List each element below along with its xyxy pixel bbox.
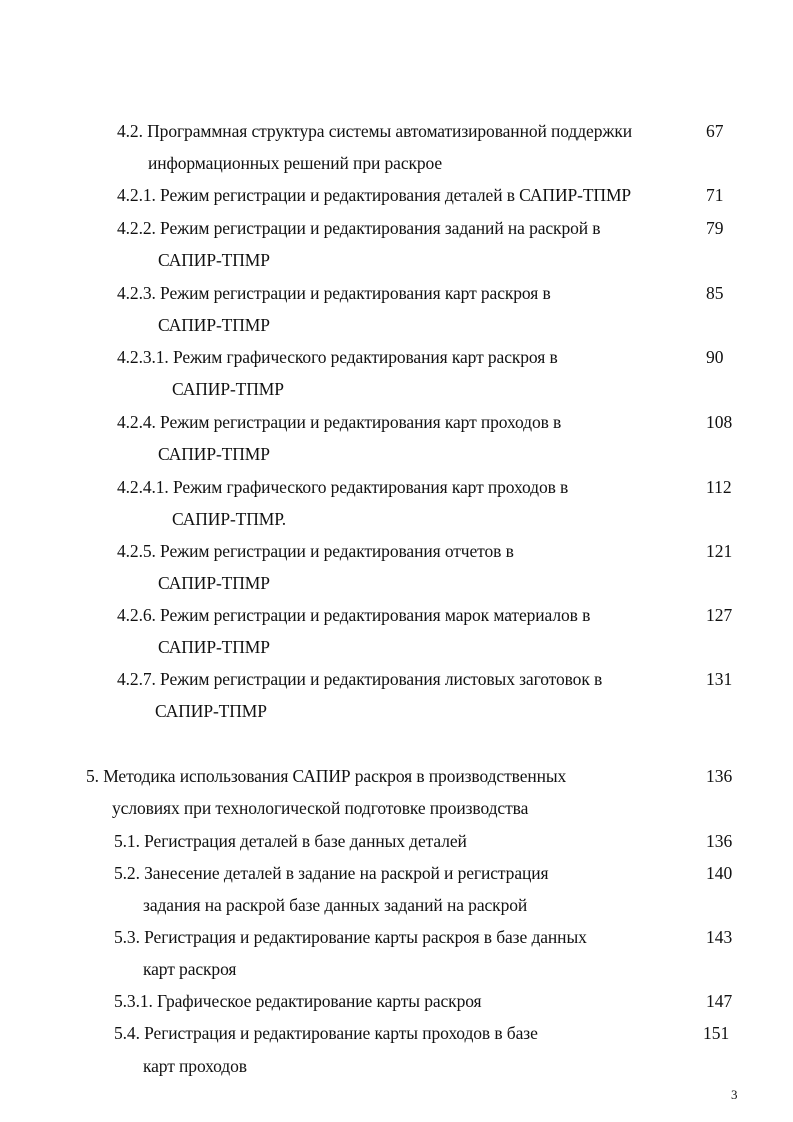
toc-entry-4-2-5-line-2: САПИР-ТПМР bbox=[158, 573, 270, 593]
toc-entry-4-2-line-1: 4.2. Программная структура системы автоматизированной поддержки bbox=[117, 121, 633, 141]
toc-page-number: 121 bbox=[706, 541, 733, 561]
toc-entry-5-3-line-2: карт раскроя bbox=[143, 959, 237, 979]
toc-page-number: 140 bbox=[706, 863, 733, 883]
toc-entry-5-1-line-1: 5.1. Регистрация деталей в базе данных деталей bbox=[114, 831, 467, 851]
toc-page-number: 90 bbox=[706, 347, 724, 367]
toc-entry-5-2-line-2: задания на раскрой базе данных заданий на раскрой bbox=[143, 895, 528, 915]
toc-page-number: 151 bbox=[703, 1023, 730, 1043]
toc-entry-4-2-5-line-1: 4.2.5. Режим регистрации и редактирования отчетов в bbox=[117, 541, 514, 561]
toc-page-number: 108 bbox=[706, 412, 733, 432]
toc-page-number: 71 bbox=[706, 185, 724, 205]
toc-entry-5-4-line-1: 5.4. Регистрация и редактирование карты проходов в базе bbox=[114, 1023, 538, 1043]
toc-page-number: 143 bbox=[706, 927, 733, 947]
toc-page-number: 85 bbox=[706, 283, 724, 303]
toc-entry-4-2-2-line-2: САПИР-ТПМР bbox=[158, 250, 270, 270]
toc-entry-5-2-line-1: 5.2. Занесение деталей в задание на раскрой и регистрация bbox=[114, 863, 549, 883]
toc-entry-5-4-line-2: карт проходов bbox=[143, 1056, 247, 1076]
toc-entry-4-2-7-line-1: 4.2.7. Режим регистрации и редактирования листовых заготовок в bbox=[117, 669, 603, 689]
toc-page-number: 136 bbox=[706, 831, 733, 851]
toc-entry-4-2-3-1-line-2: САПИР-ТПМР bbox=[172, 379, 284, 399]
toc-entry-4-2-6-line-1: 4.2.6. Режим регистрации и редактирования марок материалов в bbox=[117, 605, 591, 625]
toc-page-number: 112 bbox=[706, 477, 732, 497]
toc-entry-4-2-7-line-2: САПИР-ТПМР bbox=[155, 701, 267, 721]
toc-entry-5-3-line-1: 5.3. Регистрация и редактирование карты раскроя в базе данных bbox=[114, 927, 587, 947]
toc-page-number: 67 bbox=[706, 121, 724, 141]
toc-entry-5-line-1: 5. Методика использования САПИР раскроя в производственных bbox=[86, 766, 567, 786]
toc-entry-5-3-1-line-1: 5.3.1. Графическое редактирование карты раскроя bbox=[114, 991, 482, 1011]
toc-entry-4-2-3-1-line-1: 4.2.3.1. Режим графического редактирования карт раскроя в bbox=[117, 347, 558, 367]
toc-entry-5-line-2: условиях при технологической подготовке производства bbox=[112, 798, 529, 818]
toc-page-number: 136 bbox=[706, 766, 733, 786]
toc-page-number: 79 bbox=[706, 218, 724, 238]
toc-page-number: 131 bbox=[706, 669, 733, 689]
toc-entry-4-2-4-1-line-2: САПИР-ТПМР. bbox=[172, 509, 286, 529]
toc-entry-4-2-4-line-1: 4.2.4. Режим регистрации и редактирования карт проходов в bbox=[117, 412, 562, 432]
toc-page-number: 147 bbox=[706, 991, 733, 1011]
toc-entry-4-2-6-line-2: САПИР-ТПМР bbox=[158, 637, 270, 657]
toc-entry-4-2-line-2: информационных решений при раскрое bbox=[148, 153, 443, 173]
toc-page-number: 127 bbox=[706, 605, 733, 625]
page-number: 3 bbox=[731, 1087, 738, 1102]
toc-entry-4-2-3-line-2: САПИР-ТПМР bbox=[158, 315, 270, 335]
toc-entry-4-2-4-line-2: САПИР-ТПМР bbox=[158, 444, 270, 464]
toc-entry-4-2-3-line-1: 4.2.3. Режим регистрации и редактирования карт раскроя в bbox=[117, 283, 551, 303]
toc-entry-4-2-1-line-1: 4.2.1. Режим регистрации и редактирования деталей в САПИР-ТПМР bbox=[117, 185, 632, 205]
toc-entry-4-2-4-1-line-1: 4.2.4.1. Режим графического редактирования карт проходов в bbox=[117, 477, 569, 497]
toc-entry-4-2-2-line-1: 4.2.2. Режим регистрации и редактирования заданий на раскрой в bbox=[117, 218, 601, 238]
